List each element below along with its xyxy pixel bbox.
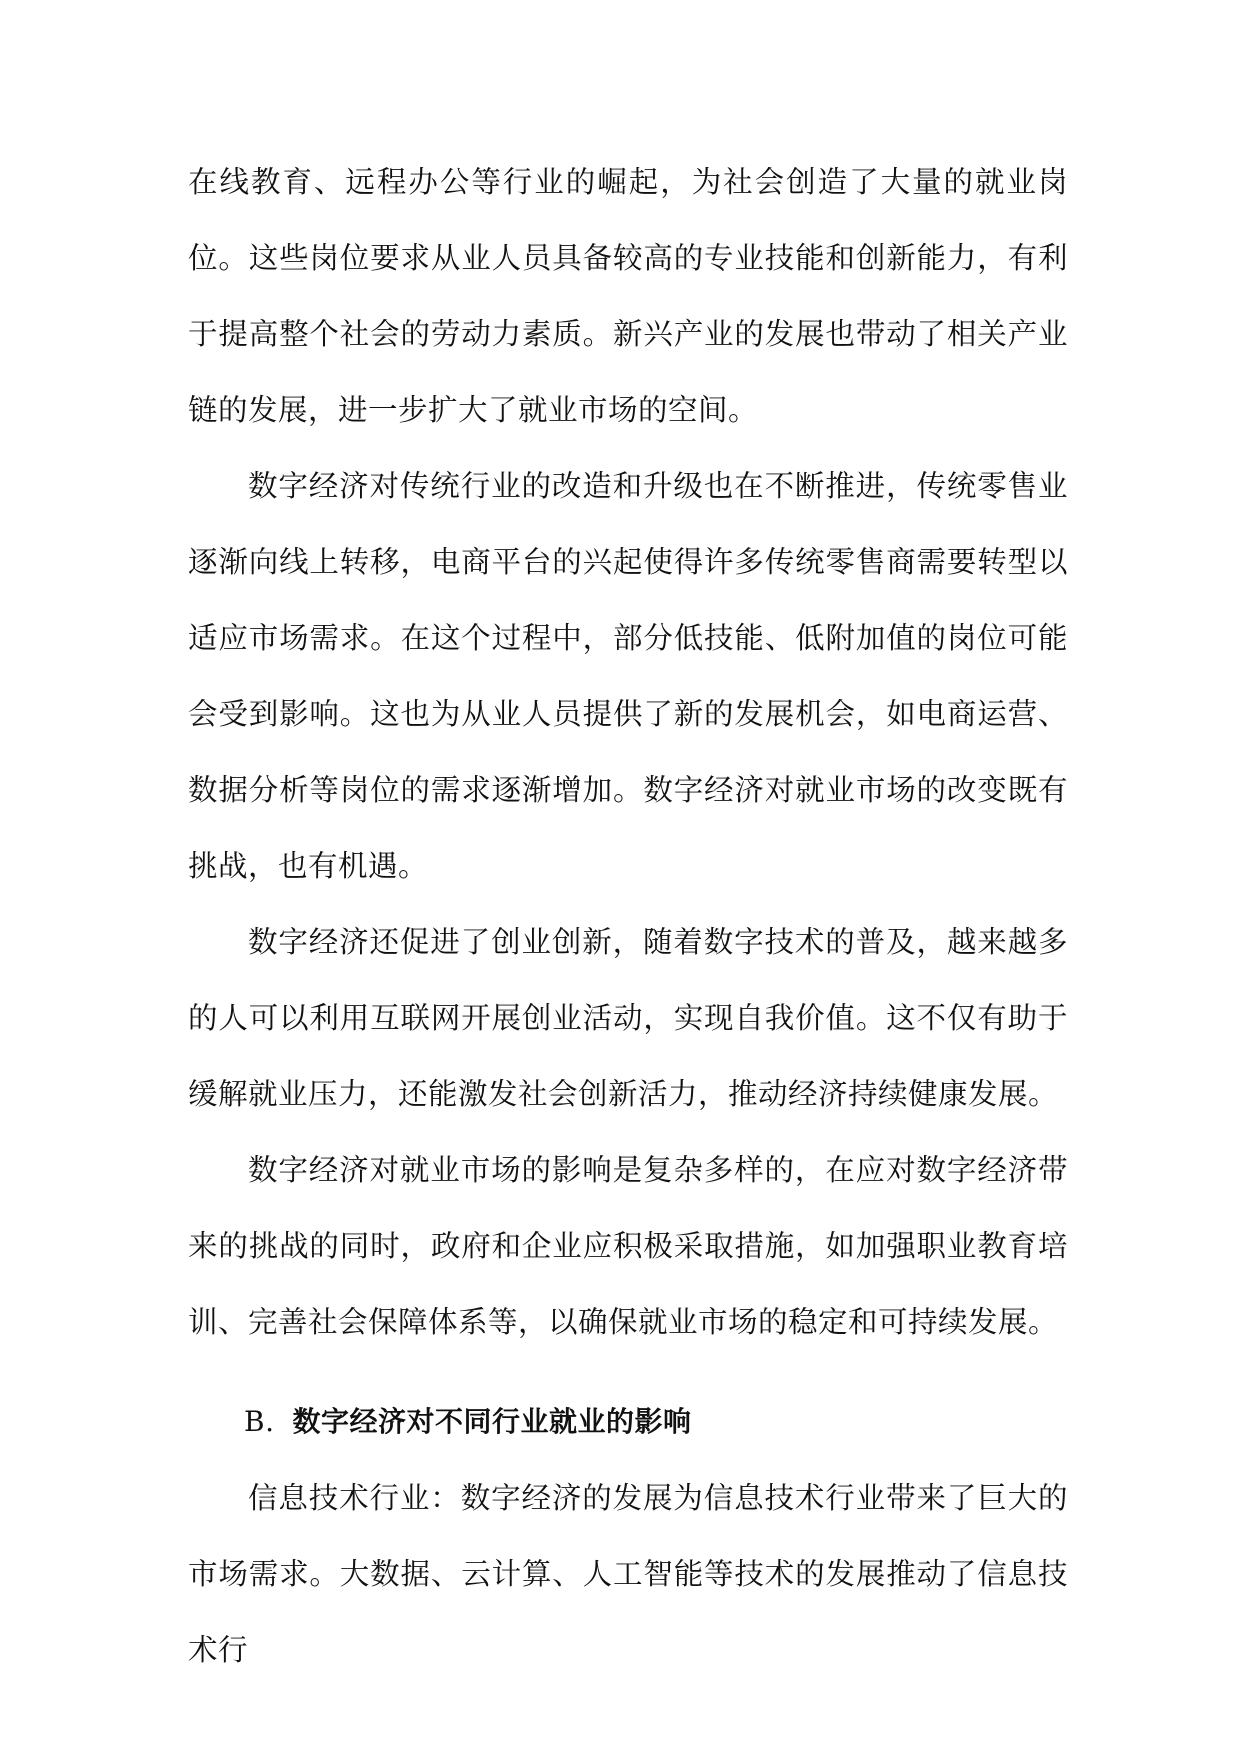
paragraph-2: 数字经济对传统行业的改造和升级也在不断推进，传统零售业逐渐向线上转移，电商平台的兴起使得许多传统零售商需要转型以适应市场需求。在这个过程中，部分低技能、低附加值的岗位可能会受到影响。这也为从业人员提供了新的发展机会，如电商运营、数据分析等岗位的需求逐渐增加。数字经济对就业市场的改变既有挑战，也有机遇。: [188, 469, 1068, 883]
section-heading: [188, 1384, 1068, 1460]
section-title: 数字经济对不同行业就业的影响: [292, 1405, 692, 1438]
paragraph-5: 信息技术行业：数字经济的发展为信息技术行业带来了巨大的市场需求。大数据、云计算、人工智能等技术的发展推动了信息技术行: [188, 1481, 1068, 1667]
paragraph-4: 数字经济对就业市场的影响是复杂多样的，在应对数字经济带来的挑战的同时，政府和企业应积极采取措施，如加强职业教育培训、完善社会保障体系等，以确保就业市场的稳定和可持续发展。: [188, 1153, 1068, 1339]
paragraph-1: 在线教育、远程办公等行业的崛起，为社会创造了大量的就业岗位。这些岗位要求从业人员具备较高的专业技能和创新能力，有利于提高整个社会的劳动力素质。新兴产业的发展也带动了相关产业链的发展，进一步扩大了就业市场的空间。: [188, 165, 1068, 427]
page-content: [188, 144, 1068, 1688]
paragraph-3: 数字经济还促进了创业创新，随着数字技术的普及，越来越多的人可以利用互联网开展创业活动，实现自我价值。这不仅有助于缓解就业压力，还能激发社会创新活力，推动经济持续健康发展。: [188, 925, 1068, 1111]
section-number: B.: [244, 1405, 275, 1438]
